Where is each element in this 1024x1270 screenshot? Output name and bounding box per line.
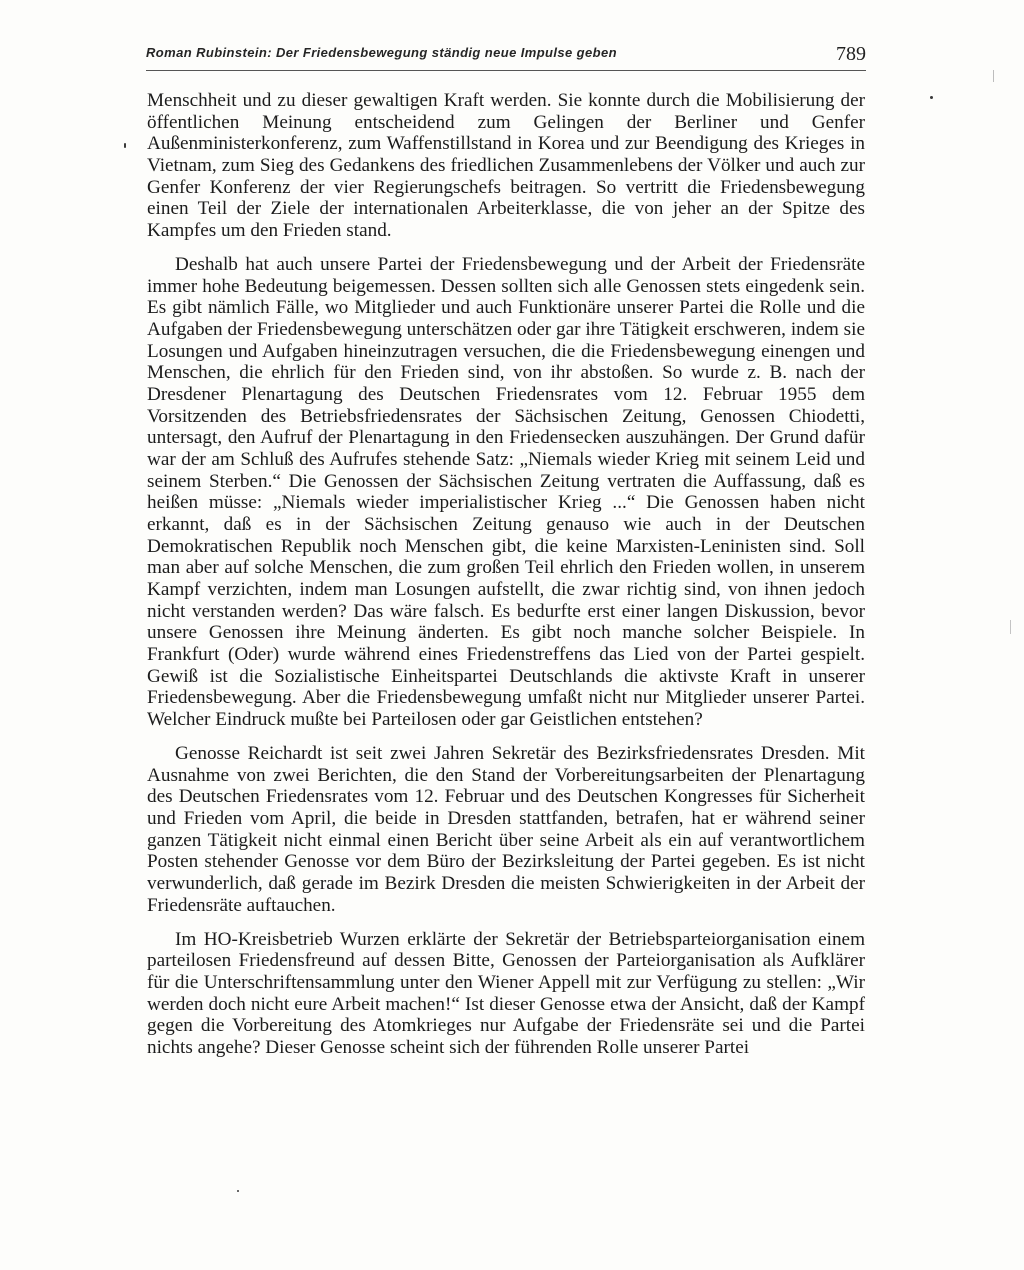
scan-speck — [237, 1190, 239, 1192]
paragraph-2: Deshalb hat auch unsere Partei der Friedensbewegung und der Arbeit der Friedensräte immer hohe Bedeutung beigemessen. Dessen sollten sich alle Genossen stets eingedenk sein. Es gibt nämlich Fälle, wo Mitglieder und auch Funktionäre unserer Partei die Rolle und die Aufgaben der Friedensbewegung unterschätzen oder gar ihre Tätigkeit erschweren, indem sie Losungen und Aufgaben hineinzutragen versuchen, die die Friedensbewegung einengen und Menschen, die ehrlich für den Frieden sind, von ihr abstoßen. So wurde z. B. nach der Dresdener Plenartagung des Deutschen Friedensrates vom 12. Februar 1955 dem Vorsitzenden des Betriebsfriedensrates der Sächsischen Zeitung, Genossen Chiodetti, untersagt, den Aufruf der Plenartagung in den Friedensecken auszuhängen. Der Grund dafür war der am Schluß des Aufrufes stehende Satz: „Niemals wieder Krieg mit seinem Leid und seinem Sterben.“ Die Genossen der Sächsischen Zeitung vertraten die Auffassung, daß es heißen müsse: „Niemals wieder imperialistischer Krieg ...“ Die Genossen haben nicht erkannt, daß es in der Sächsischen Zeitung genauso wie auch in der Deutschen Demokratischen Republik noch Menschen gibt, die keine Marxisten-Leninisten sind. Soll man aber auf solche Menschen, die zum großen Teil ehrlich den Frieden wollen, in unserem Kampf verzichten, indem man Losungen aufstellt, die zwar richtig sind, von ihnen jedoch nicht verstanden werden? Das wäre falsch. Es bedurfte erst einer langen Diskussion, bevor unsere Genossen ihre Meinung änderten. Es gibt noch manche solcher Beispiele. In Frankfurt (Oder) wurde während eines Friedenstreffens das Lied von der Partei gespielt. Gewiß ist die Sozialistische Einheitspartei Deutschlands die aktivste Kraft in unserer Friedensbewegung. Aber die Friedensbewegung umfaßt nicht nur Mitglieder unserer Partei. Welcher Eindruck mußte bei Parteilosen oder gar Geistlichen entstehen? — [147, 254, 865, 730]
page-number: 789 — [836, 43, 866, 65]
paragraph-4: Im HO-Kreisbetrieb Wurzen erklärte der Sekretär der Betriebsparteiorganisation einem parteilosen Friedensfreund auf dessen Bitte, Genossen der Parteiorganisation als Aufklärer für die Unterschriftensammlung unter den Wiener Appell mit zur Verfügung zu stellen: „Wir werden doch nicht eure Arbeit machen!“ Ist dieser Genosse etwa der Ansicht, daß der Kampf gegen die Vorbereitung des Atomkrieges nur Aufgabe der Friedensräte sei und die Partei nichts angehe? Dieser Genosse scheint sich der führenden Rolle unserer Partei — [147, 928, 865, 1059]
header-rule — [146, 70, 866, 71]
scan-speck — [1010, 620, 1011, 634]
paragraph-3: Genosse Reichardt ist seit zwei Jahren Sekretär des Bezirksfriedensrates Dresden. Mit Ausnahme von zwei Berichten, die den Stand der Vorbereitungsarbeiten der Plenartagung des Deutschen Friedensrates vom 12. Februar und des Deutschen Kongresses für Sicherheit und Frieden vom April, die beide in Dresden stattfanden, betrafen, hat er während seiner ganzen Tätigkeit nicht einmal einen Bericht über seine Arbeit als ein auf verantwortlichem Posten stehender Genosse vor dem Büro der Bezirksleitung der Partei gegeben. Es ist nicht verwunderlich, daß gerade im Bezirk Dresden die meisten Schwierigkeiten in der Arbeit der Friedensräte auftauchen. — [147, 743, 865, 916]
scan-speck — [124, 143, 126, 148]
body-text — [147, 90, 865, 1071]
paragraph-1: Menschheit und zu dieser gewaltigen Kraft werden. Sie konnte durch die Mobilisierung der öffentlichen Meinung entscheidend zum Gelingen der Berliner und Genfer Außenministerkonferenz, zum Waffenstillstand in Korea und zur Beendigung des Krieges in Vietnam, zum Sieg des Gedankens des friedlichen Zusammenlebens der Völker und auch zur Genfer Konferenz der vier Regierungschefs beitragen. So vertritt die Friedensbewegung einen Teil der Ziele der internationalen Arbeiterklasse, die von jeher an der Spitze des Kampfes um den Frieden stand. — [147, 90, 865, 241]
scan-speck — [930, 96, 933, 99]
running-title: Roman Rubinstein: Der Friedensbewegung ständig neue Impulse geben — [146, 45, 617, 60]
running-header — [146, 43, 866, 67]
scan-speck — [993, 70, 994, 82]
